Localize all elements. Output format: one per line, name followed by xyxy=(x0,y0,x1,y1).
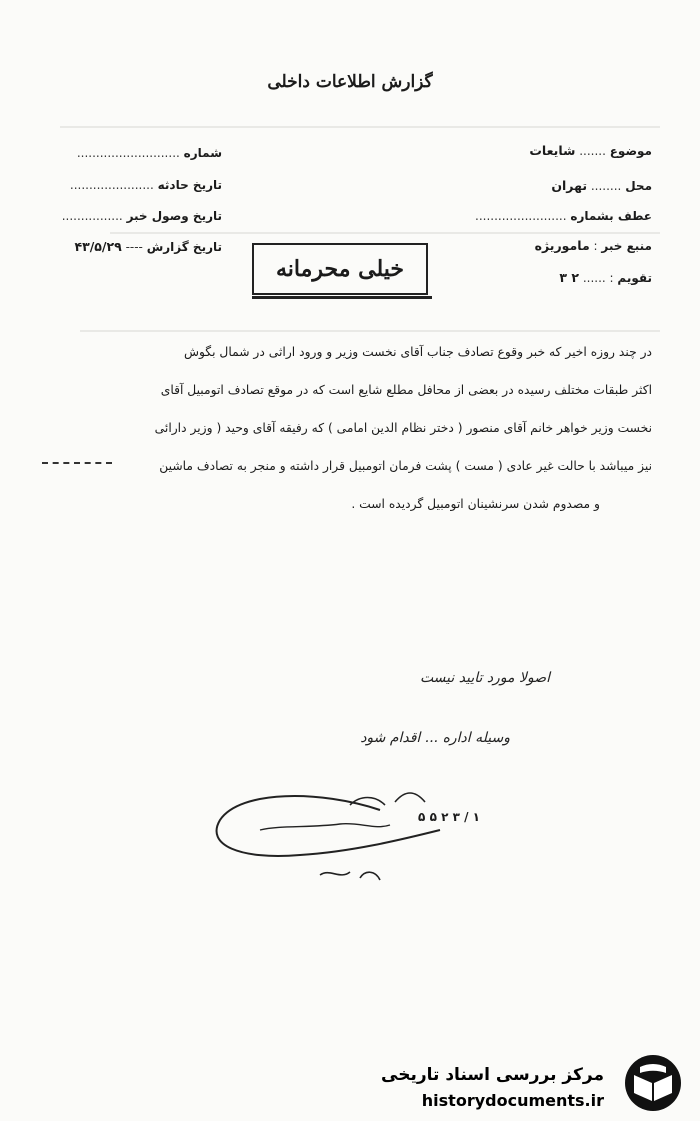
body-line: و مصدوم شدن سرنشینان اتومبیل گردیده است . xyxy=(351,497,600,511)
field-label: تاریخ وصول خبر xyxy=(126,209,222,223)
book-logo-icon xyxy=(620,1053,686,1113)
body-line: اکثر طبقات مختلف رسیده در بعضی از محافل مطلع شایع است که در موقع تصادف اتومبیل آقای xyxy=(160,383,652,397)
scan-noise xyxy=(110,232,660,234)
scan-noise xyxy=(80,330,660,332)
field-value: شایعات xyxy=(529,143,576,158)
field-value: ۲ ۳ xyxy=(559,270,580,285)
field-label: موضوع xyxy=(609,144,652,158)
document-title: گزارش اطلاعات داخلی xyxy=(267,72,433,92)
field-label: تقویم xyxy=(617,271,652,285)
field-location: محل ........ تهران xyxy=(551,178,652,193)
body-line: نخست وزیر خواهر خانم آقای منصور ( دختر نظام الدین امامی ) که رفیقه آقای وحید ( وزیر دارائی xyxy=(154,421,652,435)
signature-scribble xyxy=(200,780,460,900)
scan-noise xyxy=(60,126,660,128)
field-label: محل xyxy=(625,179,652,193)
body-line: نیز میباشد با حالت غیر عادی ( مست ) پشت فرمان اتومبیل قرار داشته و منجر به تصادف ماشین xyxy=(159,459,652,473)
field-reference-number: عطف بشماره ........................ xyxy=(475,209,652,223)
field-rating: تقویم : ...... ۲ ۳ xyxy=(559,270,652,285)
dashed-underline xyxy=(42,462,112,464)
field-label: شماره xyxy=(183,146,222,160)
handwritten-note: وسیله اداره ... اقدام شود xyxy=(360,730,510,746)
footer-website: historydocuments.ir xyxy=(421,1091,604,1110)
field-label: تاریخ حادثه xyxy=(157,178,222,192)
field-source: منبع خبر : ماموریژه xyxy=(534,238,652,253)
handwritten-note: اصولا مورد تایید نیست xyxy=(419,670,550,686)
footer-org-name: مرکز بررسی اسناد تاریخی xyxy=(381,1065,604,1085)
field-subject: موضوع ....... شایعات xyxy=(529,143,652,158)
field-label: عطف بشماره xyxy=(570,209,652,223)
reference-number: ۱ / ۳ ۲ ۵ ۵ xyxy=(418,810,480,824)
body-line: در چند روزه اخیر که خبر وقوع تصادف جناب آقای نخست وزیر و ورود اراثی در شمال بگوش xyxy=(183,345,652,359)
field-label: تاریخ گزارش xyxy=(146,240,222,254)
confidential-stamp: خیلی محرمانه xyxy=(252,243,428,295)
field-value: ۴۳/۵/۲۹ xyxy=(74,239,122,254)
field-value: تهران xyxy=(551,178,588,193)
field-label: منبع خبر xyxy=(601,239,652,253)
field-value: ماموریژه xyxy=(534,238,590,253)
footer-watermark xyxy=(0,1051,700,1121)
field-incident-date: تاریخ حادثه ...................... xyxy=(69,178,222,192)
field-received-date: تاریخ وصول خبر ................ xyxy=(61,209,222,223)
field-number: شماره ........................... xyxy=(76,146,222,160)
field-report-date: تاریخ گزارش ---- ۴۳/۵/۲۹ xyxy=(74,239,222,254)
